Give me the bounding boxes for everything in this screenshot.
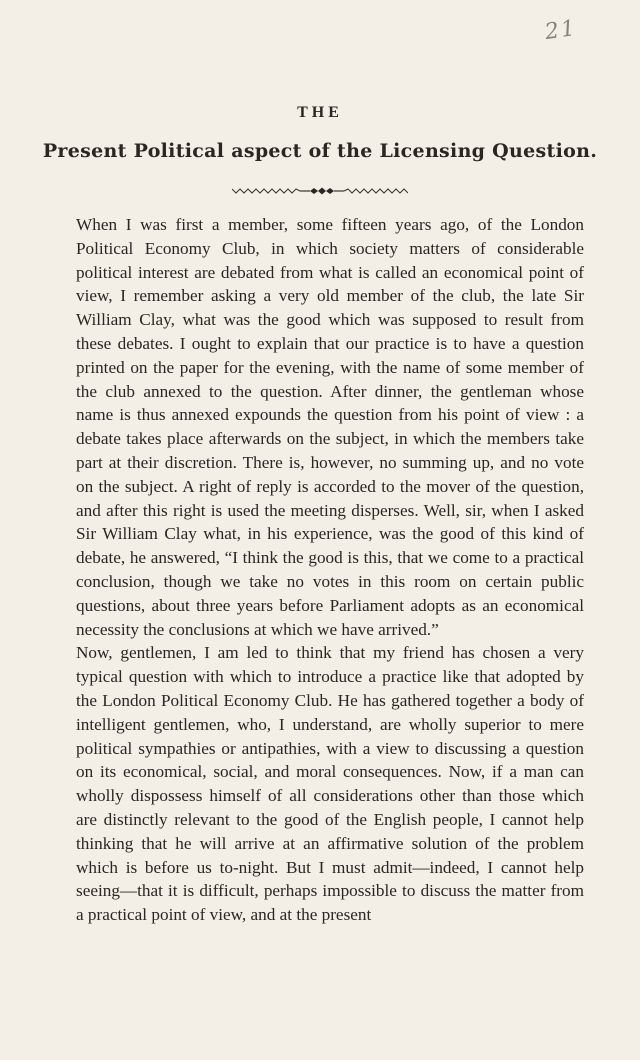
page-title: Present Political aspect of the Licensing Question.	[42, 140, 598, 162]
pencil-annotation: 21	[543, 15, 579, 46]
paragraph: Now, gentlemen, I am led to think that my friend has chosen a very typical question with which to introduce a practice like that adopted by the London Political Economy Club. He has gathered together a body of intelligent gentlemen, who, I understand, are wholly superior to mere political sympathies or antipathies, with a view to discussing a question on its economical, social, and moral consequences. Now, if a man can wholly dispossess himself of all considerations other than those which are distinctly relevant to the good of the English people, I cannot help thinking that he will arrive at an affirmative solution of the problem which is before us to-night. But I must admit—indeed, I cannot help seeing—that it is difficult, perhaps impossible to discuss the matter from a practical point of view, and at the present	[76, 643, 584, 925]
title-kicker: THE	[297, 104, 343, 121]
paragraph: When I was first a member, some fifteen years ago, of the London Political Economy Club, in which society matters of considerable political interest are debated from what is called an economical point of view, I remember asking a very old member of the club, the late Sir William Clay, what was the good which was supposed to result from these debates. I ought to explain that our practice is to have a question printed on the paper for the evening, with the name of some member of the club annexed to the question. After dinner, the gentleman whose name is thus annexed expounds the question from his point of view : a debate takes place afterwards on the subject, in which the members take part at their discretion. There is, however, no summing up, and no vote on the subject. A right of reply is accorded to the mover of the question, and after this right is used the meeting disperses. Well, sir, when I asked Sir William Clay what, in his experience, was the good of this kind of debate, he answered, “I think the good is this, that we come to a practical conclusion, though we take no votes in this room on certain public questions, about three years before Parliament adopts as an economical necessity the conclusions at which we have arrived.”	[76, 215, 584, 639]
ornamental-divider	[232, 186, 408, 196]
body-text	[76, 213, 584, 927]
